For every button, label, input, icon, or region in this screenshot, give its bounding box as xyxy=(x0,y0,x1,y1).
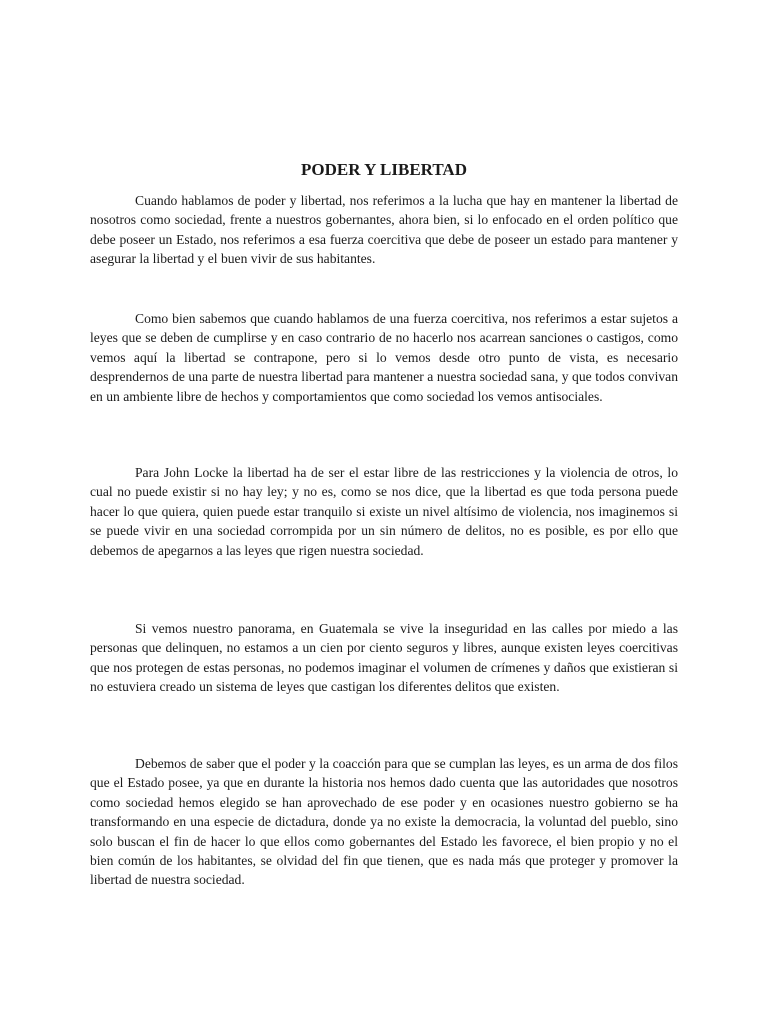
paragraph-5: Debemos de saber que el poder y la coacción para que se cumplan las leyes, es un arma de dos filos que el Estado posee, ya que en durante la historia nos hemos dado cuenta que las autoridades que nosotros como sociedad hemos elegido se han aprovechado de ese poder y en ocasiones nuestro gobierno se ha transformando en una especie de dictadura, donde ya no existe la democracia, la voluntad del pueblo, sino solo buscan el fin de hacer lo que ellos como gobernantes del Estado les favorece, el bien propio y no el bien común de los habitantes, se olvidad del fin que tienen, que es nada más que proteger y promover la libertad de nuestra sociedad. xyxy=(90,756,678,888)
paragraph-1: Cuando hablamos de poder y libertad, nos referimos a la lucha que hay en mantener la libertad de nosotros como sociedad, frente a nuestros gobernantes, ahora bien, si lo enfocado en el orden político que debe poseer un Estado, nos referimos a esa fuerza coercitiva que debe de poseer un estado para mantener y asegurar la libertad y el buen vivir de sus habitantes. xyxy=(90,193,678,267)
paragraph-2: Como bien sabemos que cuando hablamos de una fuerza coercitiva, nos referimos a estar sujetos a leyes que se deben de cumplirse y en caso contrario de no hacerlo nos acarrean sanciones o castigos, como vemos aquí la libertad se contrapone, pero si lo vemos desde otro punto de vista, es necesario desprendernos de una parte de nuestra libertad para mantener a nuestra sociedad sana, y que todos convivan en un ambiente libre de hechos y comportamientos que como sociedad los vemos antisociales. xyxy=(90,311,678,404)
paragraph-4: Si vemos nuestro panorama, en Guatemala se vive la inseguridad en las calles por miedo a las personas que delinquen, no estamos a un cien por ciento seguros y libres, aunque existen leyes coercitivas que nos protegen de estas personas, no podemos imaginar el volumen de crímenes y daños que existieran si no estuviera creado un sistema de leyes que castigan los diferentes delitos que existen. xyxy=(90,621,678,695)
document-title: PODER Y LIBERTAD xyxy=(301,160,467,179)
paragraph-3: Para John Locke la libertad ha de ser el estar libre de las restricciones y la violencia de otros, lo cual no puede existir si no hay ley; y no es, como se nos dice, que la libertad es que toda persona puede hacer lo que quiera, quien puede estar tranquilo si existe un nivel altísimo de violencia, nos imaginemos si se puede vivir en una sociedad corrompida por un sin número de delitos, no es posible, es por ello que debemos de apegarnos a las leyes que rigen nuestra sociedad. xyxy=(90,465,678,558)
